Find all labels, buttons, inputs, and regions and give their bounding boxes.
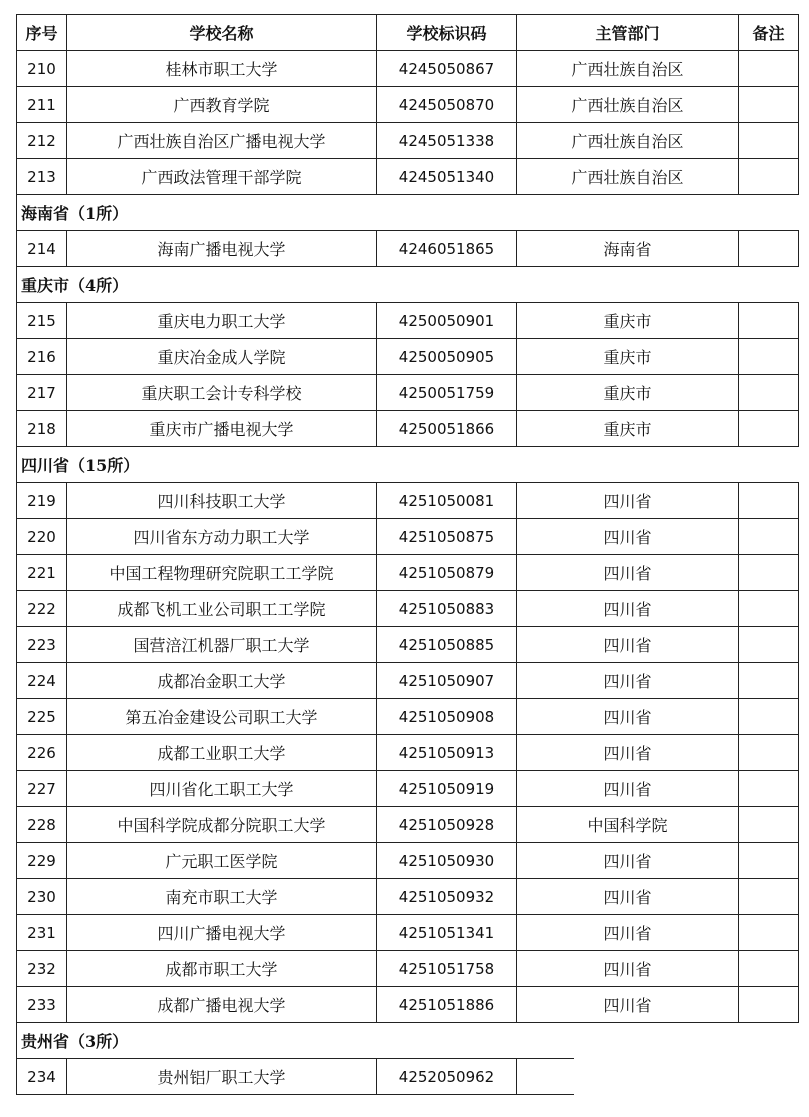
cell-note [739,771,799,807]
table-row [17,915,799,951]
cell-note [739,231,799,267]
table-row [17,771,799,807]
section-label: 贵州省（3所） [17,1023,799,1059]
cell-department: 中国科学院 [517,807,739,843]
cell-department: 广西壮族自治区 [517,87,739,123]
table-row [17,303,799,339]
cell-note [739,807,799,843]
cell-department: 重庆市 [517,339,739,375]
cell-school-code: 4245050867 [377,51,517,87]
header-department: 主管部门 [517,15,739,51]
cell-school-code: 4251050885 [377,627,517,663]
cell-school-name: 成都冶金职工大学 [67,663,377,699]
cell-school-code: 4251050932 [377,879,517,915]
header-index: 序号 [17,15,67,51]
cell-index: 232 [17,951,67,987]
cell-note [739,555,799,591]
table-row [17,807,799,843]
cell-school-code: 4251050930 [377,843,517,879]
cell-school-code: 4250051759 [377,375,517,411]
section-row [17,447,799,483]
cell-school-name: 南充市职工大学 [67,879,377,915]
cell-index: 223 [17,627,67,663]
cell-school-name: 四川广播电视大学 [67,915,377,951]
cell-department: 四川省 [517,915,739,951]
cell-school-name: 广元职工医学院 [67,843,377,879]
cell-department: 四川省 [517,627,739,663]
cell-note [739,303,799,339]
cell-note [739,87,799,123]
cell-index: 226 [17,735,67,771]
cell-school-code: 4245051340 [377,159,517,195]
cell-school-name: 重庆市广播电视大学 [67,411,377,447]
cell-school-code: 4251050883 [377,591,517,627]
cell-school-code: 4251050913 [377,735,517,771]
cell-school-code: 4251051341 [377,915,517,951]
cell-school-name: 广西壮族自治区广播电视大学 [67,123,377,159]
cell-school-code: 4252050962 [377,1059,517,1095]
cell-school-code: 4250050905 [377,339,517,375]
cell-school-code: 4250050901 [377,303,517,339]
table-row [17,231,799,267]
cell-school-name: 成都工业职工大学 [67,735,377,771]
cell-department: 四川省 [517,591,739,627]
header-school-name: 学校名称 [67,15,377,51]
cell-school-name: 重庆冶金成人学院 [67,339,377,375]
cell-note [739,519,799,555]
cell-department: 四川省 [517,735,739,771]
cell-department: 广西壮族自治区 [517,159,739,195]
table-row [17,123,799,159]
cell-department: 四川省 [517,555,739,591]
cell-department: 重庆市 [517,375,739,411]
cell-department: 四川省 [517,843,739,879]
cell-department: 四川省 [517,519,739,555]
cell-school-code: 4250051866 [377,411,517,447]
table-row [17,375,799,411]
cell-school-name: 桂林市职工大学 [67,51,377,87]
table-row [17,411,799,447]
section-label: 四川省（15所） [17,447,799,483]
header-note: 备注 [739,15,799,51]
cell-department: 海南省 [517,231,739,267]
table-row [17,843,799,879]
cell-note [739,627,799,663]
cell-index: 225 [17,699,67,735]
cell-department: 重庆市 [517,303,739,339]
page-cut-area [574,1030,809,1117]
cell-index: 229 [17,843,67,879]
cell-department: 广西壮族自治区 [517,123,739,159]
cell-school-code: 4251051886 [377,987,517,1023]
cell-school-name: 成都广播电视大学 [67,987,377,1023]
table-row [17,339,799,375]
cell-school-name: 中国科学院成都分院职工大学 [67,807,377,843]
cell-school-name: 广西政法管理干部学院 [67,159,377,195]
cell-note [739,951,799,987]
cell-school-name: 成都飞机工业公司职工工学院 [67,591,377,627]
table-row [17,879,799,915]
cell-index: 227 [17,771,67,807]
cell-school-name: 海南广播电视大学 [67,231,377,267]
table-row [17,735,799,771]
section-row [17,267,799,303]
cell-school-name: 第五冶金建设公司职工大学 [67,699,377,735]
table-row [17,591,799,627]
table-row [17,483,799,519]
table-row [17,555,799,591]
cell-note [739,699,799,735]
cell-index: 234 [17,1059,67,1095]
table-row [17,87,799,123]
cell-school-name: 四川省化工职工大学 [67,771,377,807]
table-row [17,987,799,1023]
cell-school-code: 4251050875 [377,519,517,555]
cell-department: 四川省 [517,771,739,807]
table-row [17,699,799,735]
cell-index: 212 [17,123,67,159]
cell-note [739,375,799,411]
cell-index: 220 [17,519,67,555]
cell-index: 231 [17,915,67,951]
cell-school-name: 贵州铝厂职工大学 [67,1059,377,1095]
cell-note [739,915,799,951]
cell-index: 214 [17,231,67,267]
table-row [17,51,799,87]
cell-school-code: 4245051338 [377,123,517,159]
cell-note [739,159,799,195]
cell-school-code: 4251050907 [377,663,517,699]
cell-school-code: 4251050919 [377,771,517,807]
cell-school-code: 4251050908 [377,699,517,735]
cell-index: 228 [17,807,67,843]
section-row [17,195,799,231]
table-row [17,159,799,195]
cell-school-name: 四川科技职工大学 [67,483,377,519]
table-header-row [17,15,799,51]
schools-table [16,14,799,1095]
cell-index: 219 [17,483,67,519]
cell-note [739,879,799,915]
cell-index: 224 [17,663,67,699]
cell-note [739,591,799,627]
section-label: 重庆市（4所） [17,267,799,303]
cell-index: 233 [17,987,67,1023]
cell-school-name: 中国工程物理研究院职工工学院 [67,555,377,591]
cell-index: 218 [17,411,67,447]
cell-department: 重庆市 [517,411,739,447]
cell-department: 四川省 [517,699,739,735]
cell-school-code: 4246051865 [377,231,517,267]
cell-department: 四川省 [517,483,739,519]
table-body [17,51,799,1095]
header-school-code: 学校标识码 [377,15,517,51]
cell-department: 四川省 [517,663,739,699]
cell-school-code: 4251050879 [377,555,517,591]
cell-note [739,483,799,519]
cell-department: 广西壮族自治区 [517,51,739,87]
table-row [17,519,799,555]
cell-note [739,663,799,699]
cell-index: 215 [17,303,67,339]
cell-department: 四川省 [517,987,739,1023]
table-row [17,627,799,663]
cell-index: 222 [17,591,67,627]
cell-department: 四川省 [517,879,739,915]
cell-school-name: 国营涪江机器厂职工大学 [67,627,377,663]
cell-school-name: 重庆职工会计专科学校 [67,375,377,411]
cell-note [739,123,799,159]
cell-note [739,987,799,1023]
cell-index: 230 [17,879,67,915]
cell-school-code: 4251051758 [377,951,517,987]
cell-index: 210 [17,51,67,87]
cell-index: 213 [17,159,67,195]
cell-index: 217 [17,375,67,411]
cell-index: 221 [17,555,67,591]
cell-school-name: 重庆电力职工大学 [67,303,377,339]
cell-school-code: 4251050928 [377,807,517,843]
cell-school-name: 成都市职工大学 [67,951,377,987]
table-row [17,951,799,987]
section-label: 海南省（1所） [17,195,799,231]
cell-note [739,735,799,771]
cell-note [739,339,799,375]
cell-note [739,51,799,87]
cell-department: 四川省 [517,951,739,987]
cell-school-name: 四川省东方动力职工大学 [67,519,377,555]
cell-index: 211 [17,87,67,123]
cell-school-name: 广西教育学院 [67,87,377,123]
cell-school-code: 4245050870 [377,87,517,123]
cell-school-code: 4251050081 [377,483,517,519]
table-row [17,663,799,699]
cell-note [739,843,799,879]
cell-note [739,411,799,447]
cell-index: 216 [17,339,67,375]
